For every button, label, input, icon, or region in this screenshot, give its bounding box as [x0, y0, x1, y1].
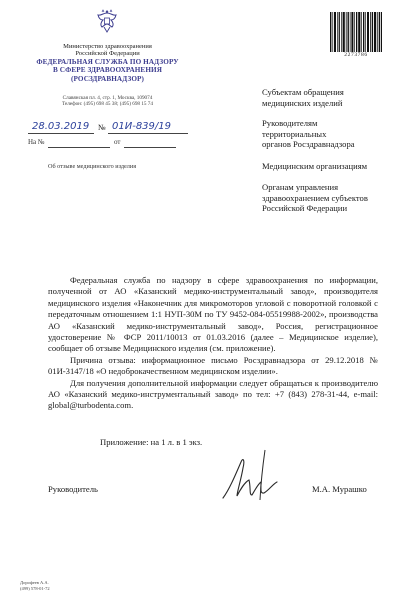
recipient-block-3: Медицинским организациям [262, 161, 368, 171]
letter-subject: Об отзыве медицинского изделия [48, 163, 137, 170]
number-sign: № [98, 123, 106, 132]
executor-info: Дорофеев А.А. (499) 578-01-72 [20, 580, 50, 591]
letter-body [48, 275, 378, 412]
recipient-block-1: Субъектам обращения медицинских изделий [262, 87, 344, 108]
handwritten-signature [215, 440, 295, 510]
registration-date: 28.03.2019 [32, 121, 90, 132]
service-name: ФЕДЕРАЛЬНАЯ СЛУЖБА ПО НАДЗОРУ В СФЕРЕ ЗДРАВООХРАНЕНИЯ (РОСЗДРАВНАДЗОР) [36, 58, 179, 83]
barcode [330, 12, 382, 52]
reply-to-line [28, 138, 178, 152]
signatory-name: М.А. Мурашко [312, 484, 367, 494]
signatory-title: Руководитель [48, 484, 98, 494]
reply-from-label: от [114, 138, 121, 146]
coat-of-arms-emblem [95, 8, 119, 38]
body-paragraph-3: Для получения дополнительной информации следует обращаться к производителю АО «Казанский медико-инструментальный завод» по тел: +7 (843) 278-31-44, e-mail: global@turbodenta.com. [48, 377, 378, 411]
ministry-name: Министерство здравоохранения Российской Федерации [63, 43, 152, 58]
recipient-block-2: Руководителям территориальных органов Росздравнадзора [262, 118, 355, 150]
registration-number: 01И-839/19 [112, 121, 171, 132]
barcode-number: 2273786 [344, 52, 368, 58]
registration-date-number [28, 121, 188, 137]
reply-to-label: На № [28, 138, 45, 146]
body-paragraph-1: Федеральная служба по надзору в сфере здравоохранения по информации, полученной от АО «Казанский медико-инструментальный завод», производителя медицинского изделия «Наконечник для микромоторов угловой с поворотной головкой с передаточным отношением 1:1 НУП-30М по ТУ 9452-084-05519988-2002», производства АО «Казанский медико-инструментальный завод», Россия, регистрационное удостоверение № ФСР 2011/10013 от 01.03.2016 (далее – Медицинское изделие), сообщает об отзыве Медицинского изделия (см. приложение). [48, 275, 378, 354]
body-paragraph-2: Причина отзыва: информационное письмо Росздравнадзора от 29.12.2018 № 01И-3147/18 «О недоброкачественном медицинском изделии». [48, 354, 378, 377]
sender-address: Славянская пл. 4, стр. 1, Москва, 109074 Телефон: (495) 698 45 38; (495) 698 15 74 [61, 95, 153, 107]
attachment-note: Приложение: на 1 л. в 1 экз. [100, 437, 203, 447]
recipient-block-4: Органам управления здравоохранением субъектов Российской Федерации [262, 182, 368, 214]
